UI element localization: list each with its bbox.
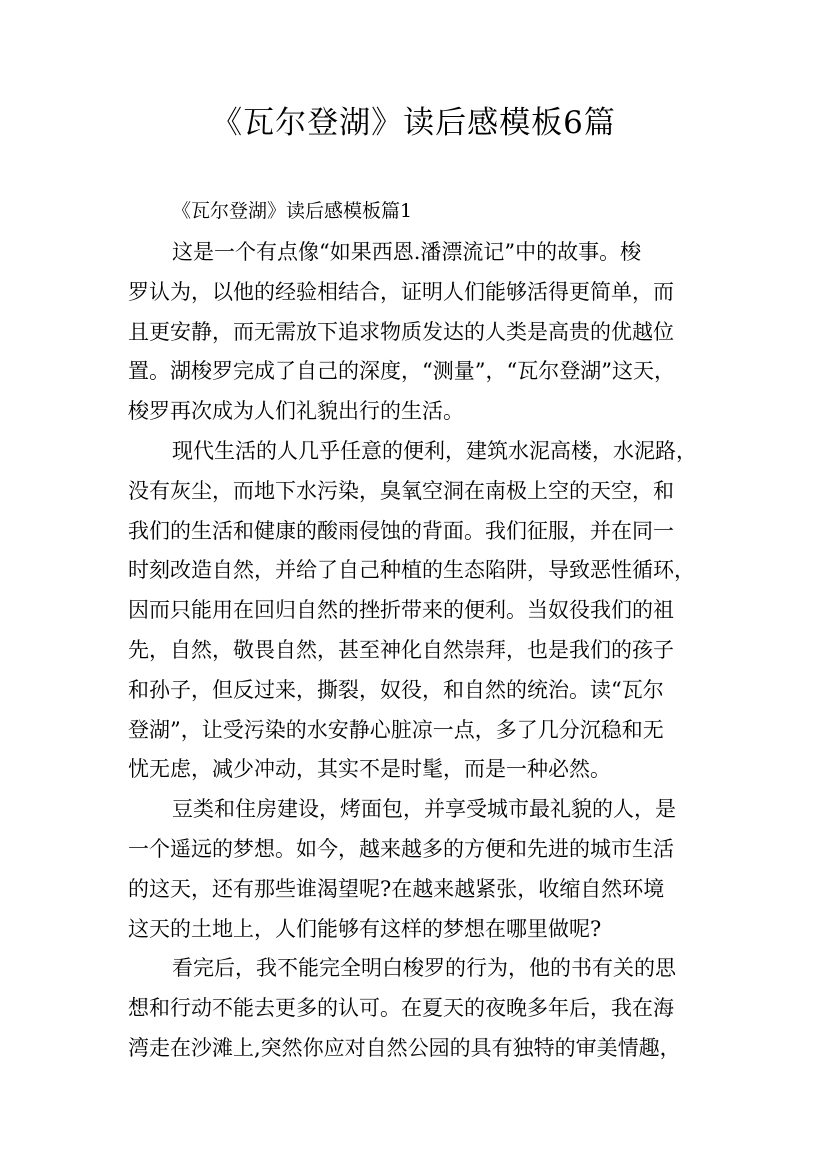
text-line: 梭罗再次成为人们礼貌出行的生活。 (128, 399, 464, 424)
text-line: 置。湖梭罗完成了自己的深度，“测量”，“瓦尔登湖”这天， (128, 359, 675, 384)
text-line: 我们的生活和健康的酸雨侵蚀的背面。我们征服，并在同一 (128, 518, 674, 543)
text-line: 一个遥远的梦想。如今，越来越多的方便和先进的城市生活 (128, 836, 674, 861)
text-line: 且更安静，而无需放下追求物质发达的人类是高贵的优越位 (128, 319, 674, 344)
text-line: 时刻改造自然，并给了自己种植的生态陷阱，导致恶性循环， (128, 558, 695, 583)
text-line: 看完后，我不能完全明白梭罗的行为，他的书有关的思 (172, 956, 676, 981)
text-line: 这天的土地上，人们能够有这样的梦想在哪里做呢? (128, 916, 602, 941)
text-line: 登湖”，让受污染的水安静心脏凉一点，多了几分沉稳和无 (128, 717, 664, 742)
document-title: 《瓦尔登湖》读后感模板6篇 (211, 105, 616, 141)
text-line: 想和行动不能去更多的认可。在夏天的夜晚多年后，我在海 (128, 996, 674, 1021)
text-line: 这是一个有点像“如果西恩.潘漂流记”中的故事。梭 (172, 240, 642, 264)
text-line: 的这天，还有那些谁渴望呢?在越来越紧张，收缩自然环境 (128, 876, 665, 901)
text-line: 和孙子，但反过来，撕裂，奴役，和自然的统治。读“瓦尔 (128, 677, 664, 702)
paragraph-1 (128, 233, 704, 432)
text-line: 湾走在沙滩上,突然你应对自然公园的具有独特的审美情趣， (128, 1035, 681, 1060)
text-line: 因而只能用在回归自然的挫折带来的便利。当奴役我们的祖 (128, 598, 674, 623)
text-line: 没有灰尘，而地下水污染，臭氧空洞在南极上空的天空，和 (128, 478, 674, 503)
text-line: 罗认为，以他的经验相结合，证明人们能够活得更简单，而 (128, 279, 674, 304)
paragraph-3 (128, 790, 704, 949)
section-subtitle: 《瓦尔登湖》读后感模板篇1 (172, 200, 413, 222)
document-body (128, 189, 704, 1069)
text-line: 先，自然，敬畏自然，甚至神化自然崇拜，也是我们的孩子 (128, 637, 674, 662)
text-line: 忧无虑，减少冲动，其实不是时髦，而是一种必然。 (128, 757, 611, 782)
paragraph-2 (128, 432, 704, 790)
text-line: 现代生活的人几乎任意的便利，建筑水泥高楼，水泥路， (172, 438, 697, 463)
text-line: 豆类和住房建设，烤面包，并享受城市最礼貌的人，是 (172, 797, 676, 822)
paragraph-4 (128, 949, 704, 1068)
